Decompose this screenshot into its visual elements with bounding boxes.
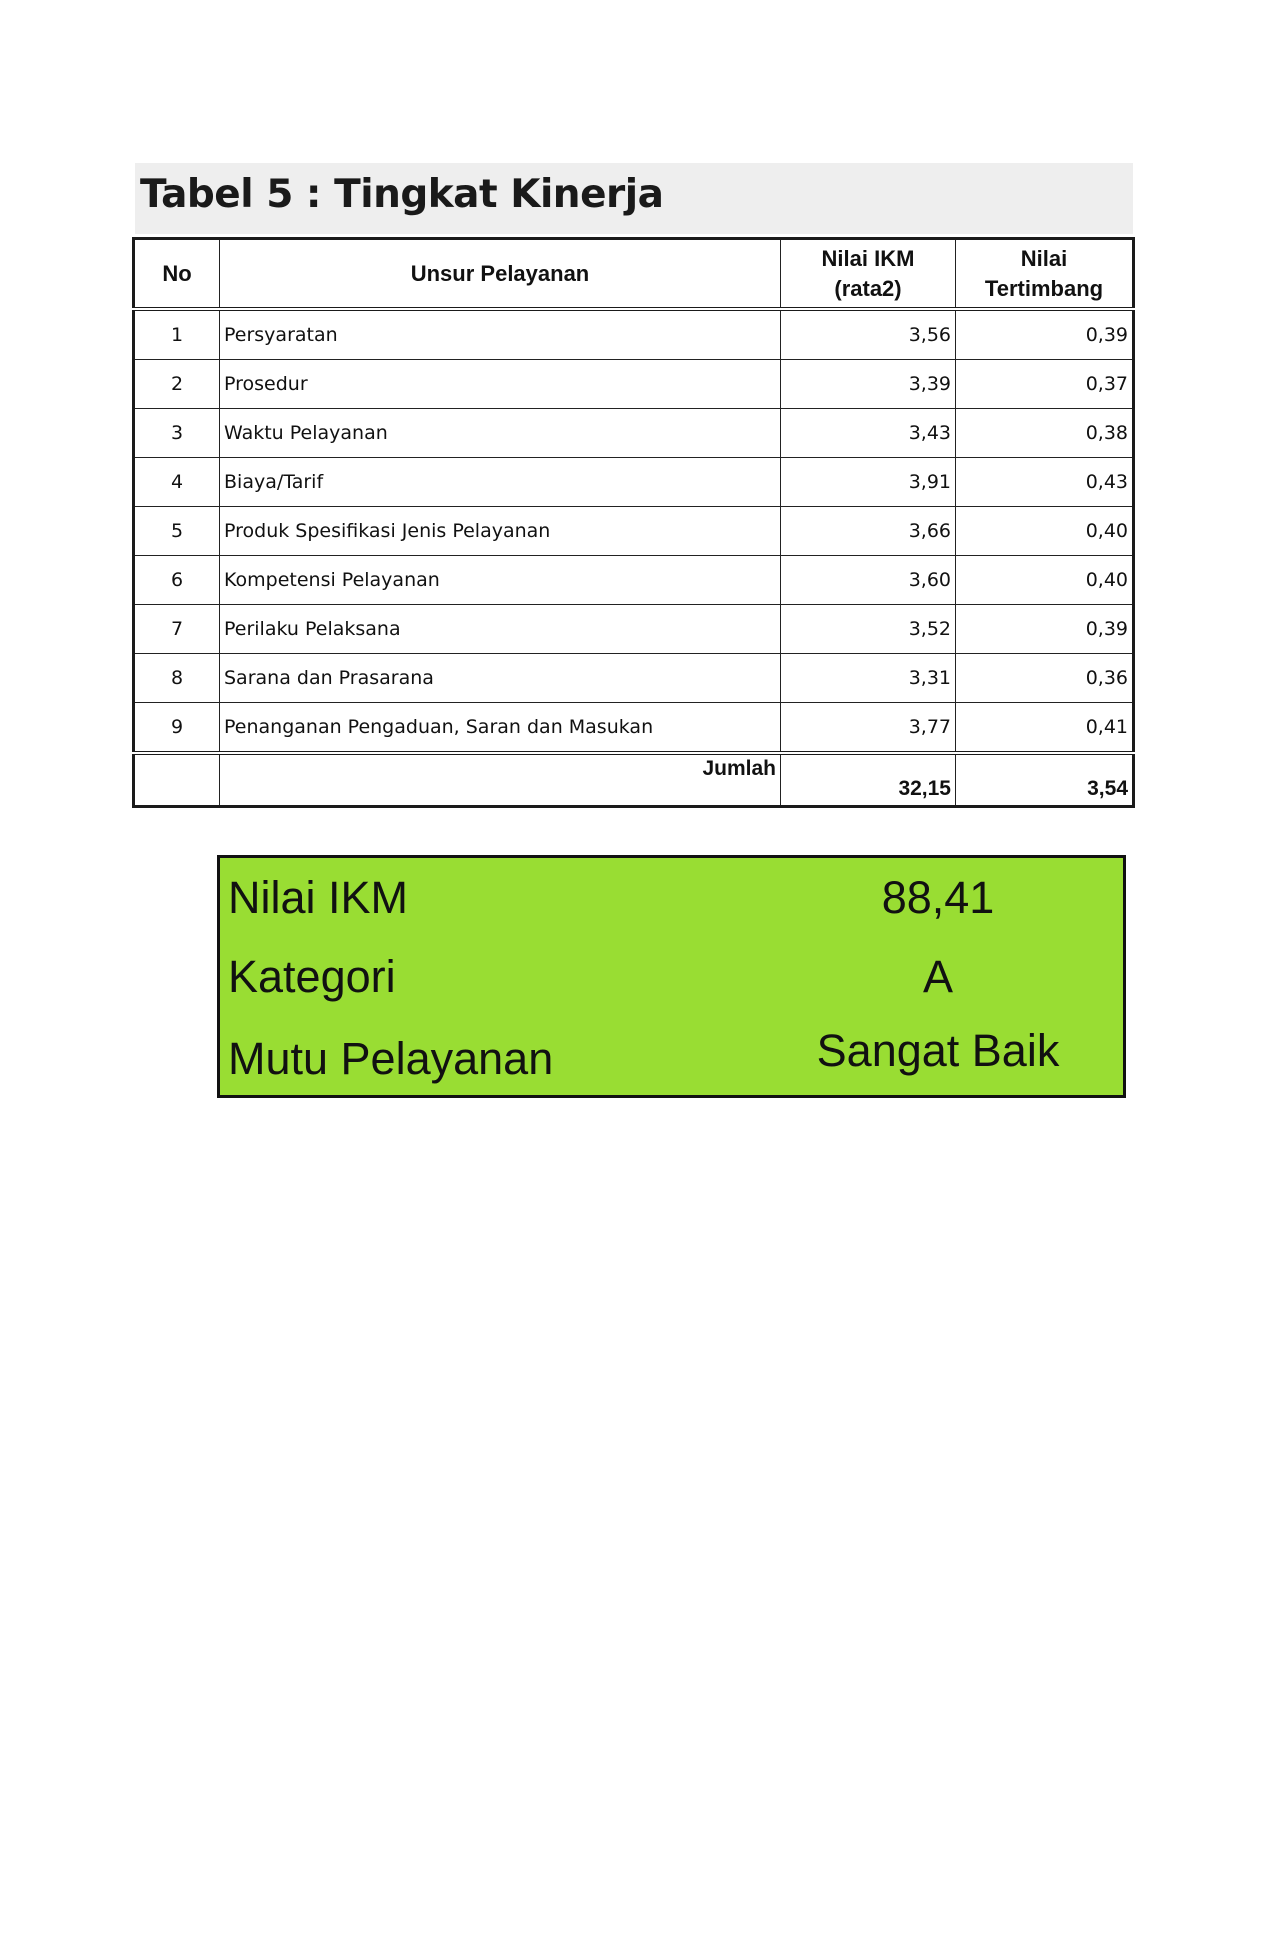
cell-no: 5 [134, 507, 220, 556]
kinerja-table [132, 237, 1135, 808]
table-row [134, 409, 1134, 458]
cell-nilai-ikm: 3,31 [781, 654, 956, 703]
header-row [134, 239, 1134, 310]
cell-unsur: Waktu Pelayanan [220, 409, 781, 458]
table-row [134, 556, 1134, 605]
cell-nilai-ikm: 3,77 [781, 703, 956, 754]
total-nilai-tertimbang: 3,54 [956, 753, 1134, 807]
cell-no: 4 [134, 458, 220, 507]
cell-unsur: Kompetensi Pelayanan [220, 556, 781, 605]
summary-nilai-ikm-row [228, 872, 1123, 942]
header-nilai-tertimbang [956, 239, 1134, 310]
cell-nilai-tertimbang: 0,39 [956, 309, 1134, 360]
cell-nilai-tertimbang: 0,43 [956, 458, 1134, 507]
cell-unsur: Sarana dan Prasarana [220, 654, 781, 703]
cell-no: 1 [134, 309, 220, 360]
header-nilai-ikm-line2: (rata2) [834, 275, 902, 301]
cell-unsur: Penanganan Pengaduan, Saran dan Masukan [220, 703, 781, 754]
table-row [134, 360, 1134, 409]
cell-nilai-ikm: 3,43 [781, 409, 956, 458]
cell-no: 8 [134, 654, 220, 703]
summary-mutu-value: Sangat Baik [816, 1025, 1060, 1076]
cell-no: 2 [134, 360, 220, 409]
summary-mutu-row [228, 1025, 1123, 1103]
cell-no: 6 [134, 556, 220, 605]
cell-nilai-ikm: 3,39 [781, 360, 956, 409]
cell-nilai-tertimbang: 0,39 [956, 605, 1134, 654]
cell-nilai-ikm: 3,60 [781, 556, 956, 605]
total-nilai-ikm: 32,15 [781, 753, 956, 807]
cell-nilai-tertimbang: 0,37 [956, 360, 1134, 409]
cell-nilai-ikm: 3,56 [781, 309, 956, 360]
cell-nilai-tertimbang: 0,41 [956, 703, 1134, 754]
cell-unsur: Perilaku Pelaksana [220, 605, 781, 654]
cell-nilai-ikm: 3,52 [781, 605, 956, 654]
cell-nilai-tertimbang: 0,38 [956, 409, 1134, 458]
table-title: Tabel 5 : Tingkat Kinerja [140, 172, 664, 217]
summary-nilai-ikm-label: Nilai IKM [228, 872, 409, 923]
summary-nilai-ikm-value: 88,41 [881, 872, 995, 923]
total-row [134, 753, 1134, 807]
cell-nilai-tertimbang: 0,36 [956, 654, 1134, 703]
header-no: No [134, 239, 220, 310]
table-row [134, 458, 1134, 507]
cell-nilai-tertimbang: 0,40 [956, 507, 1134, 556]
cell-unsur: Biaya/Tarif [220, 458, 781, 507]
cell-nilai-tertimbang: 0,40 [956, 556, 1134, 605]
summary-mutu-label: Mutu Pelayanan [228, 1033, 554, 1084]
cell-nilai-ikm: 3,66 [781, 507, 956, 556]
total-label: Jumlah [220, 753, 781, 807]
table-row [134, 703, 1134, 754]
total-empty-cell [134, 753, 220, 807]
summary-kategori-label: Kategori [228, 951, 396, 1002]
header-nilai-tertimbang-line2: Tertimbang [984, 275, 1104, 301]
summary-box [217, 855, 1126, 1098]
header-unsur: Unsur Pelayanan [220, 239, 781, 310]
cell-no: 3 [134, 409, 220, 458]
cell-unsur: Prosedur [220, 360, 781, 409]
table-row [134, 507, 1134, 556]
table-row [134, 654, 1134, 703]
header-nilai-tertimbang-line1: Nilai [1020, 245, 1068, 271]
header-nilai-ikm [781, 239, 956, 310]
cell-unsur: Produk Spesifikasi Jenis Pelayanan [220, 507, 781, 556]
header-nilai-ikm-line1: Nilai IKM [821, 245, 915, 271]
cell-no: 9 [134, 703, 220, 754]
table-row [134, 309, 1134, 360]
cell-no: 7 [134, 605, 220, 654]
summary-kategori-value: A [922, 951, 953, 1002]
cell-unsur: Persyaratan [220, 309, 781, 360]
cell-nilai-ikm: 3,91 [781, 458, 956, 507]
table-row [134, 605, 1134, 654]
summary-kategori-row [228, 951, 1123, 1021]
